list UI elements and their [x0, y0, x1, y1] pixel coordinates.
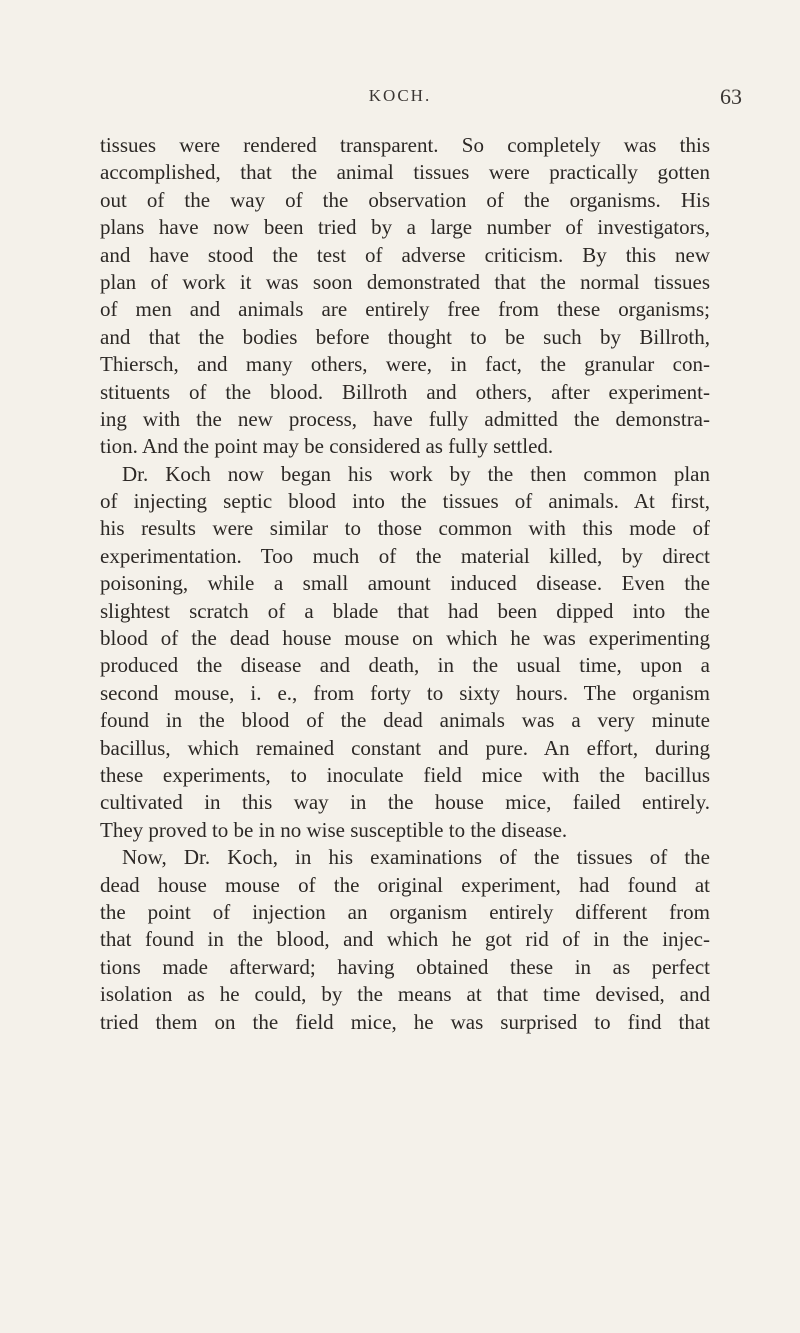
text-line: ing with the new process, have fully admitted the demonstra- — [100, 406, 710, 431]
text-line: produced the disease and death, in the usual time, upon a — [100, 653, 710, 678]
page-number: 63 — [720, 84, 742, 109]
text-line: Dr. Koch now began his work by the then common plan — [122, 461, 710, 486]
text-line: found in the blood of the dead animals was a very minute — [100, 708, 710, 733]
text-line: his results were similar to those common with this mode of — [100, 516, 710, 541]
text-line: stituents of the blood. Billroth and others, after experiment- — [100, 379, 710, 404]
text-line: experimentation. Too much of the material killed, by direct — [100, 543, 710, 568]
text-line: that found in the blood, and which he got rid of in the injec- — [100, 927, 710, 952]
text-line: plans have now been tried by a large number of investigators, — [100, 215, 710, 240]
text-line: isolation as he could, by the means at that time devised, and — [100, 982, 710, 1007]
body-text — [100, 132, 710, 1036]
text-line: out of the way of the observation of the organisms. His — [100, 187, 710, 212]
text-line: second mouse, i. e., from forty to sixty hours. The organism — [100, 680, 710, 705]
text-line: cultivated in this way in the house mice, failed entirely. — [100, 790, 710, 815]
text-line: Thiersch, and many others, were, in fact, the granular con- — [100, 352, 710, 377]
text-line: bacillus, which remained constant and pure. An effort, during — [100, 735, 710, 760]
text-line: slightest scratch of a blade that had been dipped into the — [100, 598, 710, 623]
running-head — [0, 86, 800, 116]
text-line: tissues were rendered transparent. So completely was this — [100, 133, 710, 157]
text-line: and that the bodies before thought to be such by Billroth, — [100, 324, 710, 349]
text-line: these experiments, to inoculate field mice with the bacillus — [100, 762, 710, 787]
text-line: accomplished, that the animal tissues were practically gotten — [100, 160, 710, 185]
text-line: tried them on the field mice, he was surprised to find that — [100, 1009, 710, 1034]
text-line: tion. And the point may be considered as fully settled. — [100, 434, 554, 459]
text-line: They proved to be in no wise susceptible to the disease. — [100, 817, 568, 842]
text-line: dead house mouse of the original experiment, had found at — [100, 872, 710, 897]
text-line: Now, Dr. Koch, in his examinations of the tissues of the — [122, 845, 710, 870]
text-line: blood of the dead house mouse on which he was experimenting — [100, 626, 710, 651]
running-title: KOCH. — [368, 86, 432, 105]
text-line: plan of work it was soon demonstrated that the normal tissues — [100, 269, 710, 294]
text-line: and have stood the test of adverse criticism. By this new — [100, 242, 710, 267]
text-line: the point of injection an organism entirely different from — [100, 899, 710, 924]
text-line: of injecting septic blood into the tissues of animals. At first, — [100, 489, 710, 514]
text-line: poisoning, while a small amount induced disease. Even the — [100, 571, 710, 596]
text-line: of men and animals are entirely free from these organisms; — [100, 297, 710, 322]
text-line: tions made afterward; having obtained these in as perfect — [100, 954, 710, 979]
